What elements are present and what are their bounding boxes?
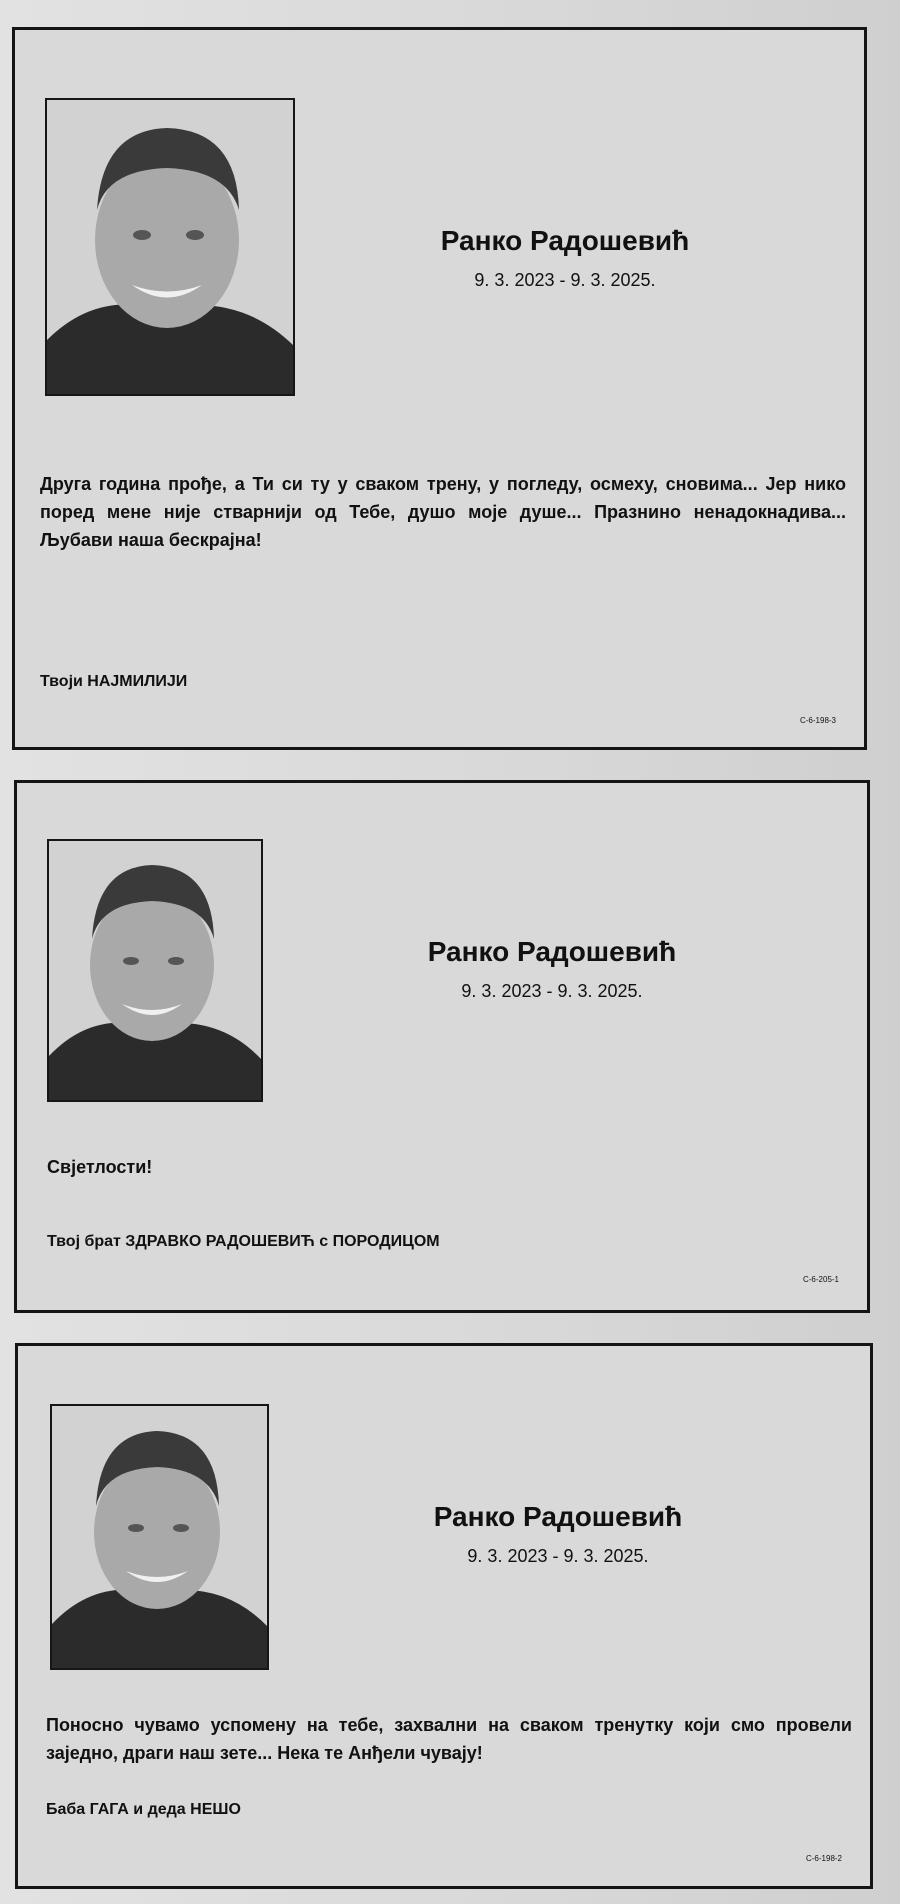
portrait-image xyxy=(52,1406,267,1668)
ad-code: С-6-205-1 xyxy=(802,1275,839,1284)
signature: Твој брат ЗДРАВКО РАДОШЕВИЋ с ПОРОДИЦОМ xyxy=(47,1233,440,1250)
obituary-notice-1 xyxy=(12,27,867,750)
deceased-name: Ранко Радошевић xyxy=(427,936,677,967)
ad-code: С-6-198-2 xyxy=(805,1854,842,1863)
memorial-message: Свјетлости! xyxy=(47,1157,153,1177)
ad-code: С-6-198-3 xyxy=(799,716,836,725)
signature: Твоји НАЈМИЛИЈИ xyxy=(40,673,188,690)
deceased-name: Ранко Радошевић xyxy=(440,225,690,256)
memorial-message: Поносно чувамо успомену на тебе, захвални на сваком тренутку који смо провели заједно, драги наш зете... Нека те Анђели чувају! xyxy=(46,1715,852,1763)
deceased-name: Ранко Радошевић xyxy=(433,1501,683,1532)
portrait-photo xyxy=(47,839,263,1102)
obituary-notice-2 xyxy=(14,780,870,1313)
memorial-message: Друга година прође, а Ти си ту у сваком трену, у погледу, осмеху, сновима... Јер нико поред мене није стварнији од Тебе, душо моје душе... Празнино ненадокнадива... Љубави наша бескрајна! xyxy=(40,474,846,550)
portrait-photo xyxy=(50,1404,269,1670)
obituary-notice-3 xyxy=(15,1343,873,1889)
life-dates: 9. 3. 2023 - 9. 3. 2025. xyxy=(461,981,643,1001)
life-dates: 9. 3. 2023 - 9. 3. 2025. xyxy=(474,270,656,290)
portrait-photo xyxy=(45,98,295,396)
life-dates: 9. 3. 2023 - 9. 3. 2025. xyxy=(467,1546,649,1566)
signature: Баба ГАГА и деда НЕШО xyxy=(46,1801,241,1818)
portrait-image xyxy=(49,841,261,1100)
portrait-image xyxy=(47,100,293,394)
